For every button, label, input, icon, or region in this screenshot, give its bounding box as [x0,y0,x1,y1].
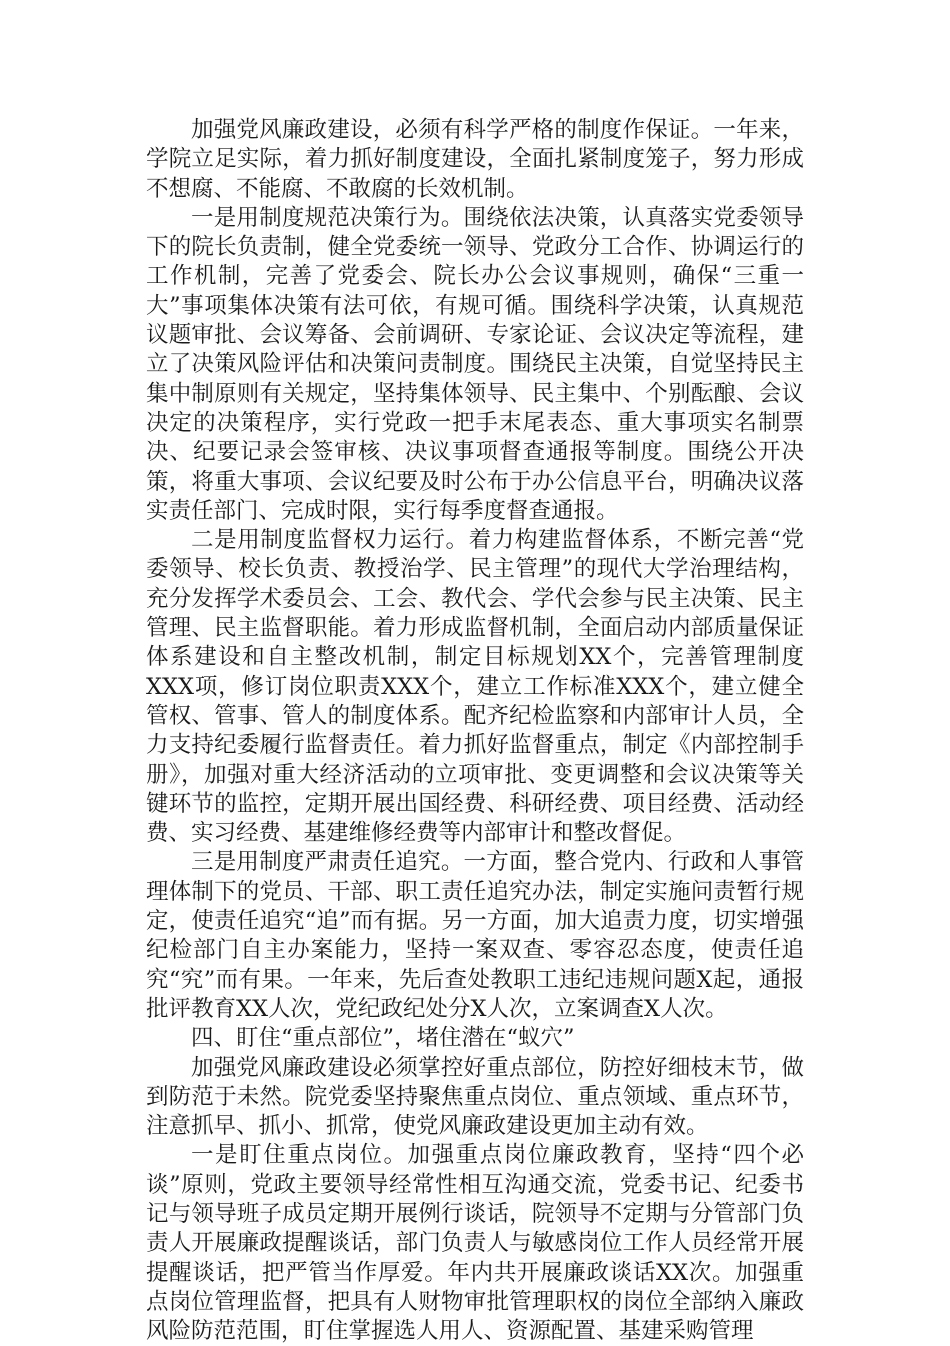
paragraph-decision-making: 一是用制度规范决策行为。围绕依法决策，认真落实党委领导下的院长负责制，健全党委统一领导、党政分工合作、协调运行的工作机制，完善了党委会、院长办公会议事规则，确保“三重一大”事项集体决策有法可依，有规可循。围绕科学决策，认真规范议题审批、会议筹备、会前调研、专家论证、会议决定等流程，建立了决策风险评估和决策问责制度。围绕民主决策，自觉坚持民主集中制原则有关规定，坚持集体领导、民主集中、个别酝酿、会议决定的决策程序，实行党政一把手末尾表态、重大事项实名制票决、纪要记录会签审核、决议事项督查通报等制度。围绕公开决策，将重大事项、会议纪要及时公布于办公信息平台，明确决议落实责任部门、完成时限，实行每季度督查通报。 [146,204,804,524]
document-body [146,116,804,1346]
paragraph-power-supervision: 二是用制度监督权力运行。着力构建监督体系，不断完善“党委领导、校长负责、教授治学、民主管理”的现代大学治理结构，充分发挥学术委员会、工会、教代会、学代会参与民主决策、民主管理、民主监督职能。着力形成监督机制，全面启动内部质量保证体系建设和自主整改机制，制定目标规划XX个，完善管理制度XXX项，修订岗位职责XXX个，建立工作标准XXX个，建立健全管权、管事、管人的制度体系。配齐纪检监察和内部审计人员，全力支持纪委履行监督责任。着力抓好监督重点，制定《内部控制手册》，加强对重大经济活动的立项审批、变更调整和会议决策等关键环节的监控，定期开展出国经费、科研经费、项目经费、活动经费、实习经费、基建维修经费等内部审计和整改督促。 [146,527,804,847]
paragraph-accountability: 三是用制度严肃责任追究。一方面，整合党内、行政和人事管理体制下的党员、干部、职工责任追究办法，制定实施问责暂行规定，使责任追究“追”而有据。另一方面，加大追责力度，切实增强纪检部门自主办案能力，坚持一案双查、零容忍态度，使责任追究“究”而有果。一年来，先后查处教职工违纪违规问题X起，通报批评教育XX人次，党纪政纪处分X人次，立案调查X人次。 [146,849,804,1022]
paragraph-key-areas: 加强党风廉政建设必须掌控好重点部位，防控好细枝末节，做到防范于未然。院党委坚持聚焦重点岗位、重点领域、重点环节，注意抓早、抓小、抓常，使党风廉政建设更加主动有效。 [146,1054,804,1140]
paragraph-key-positions: 一是盯住重点岗位。加强重点岗位廉政教育，坚持“四个必谈”原则，党政主要领导经常性相互沟通交流，党委书记、纪委书记与领导班子成员定期开展例行谈话，院领导不定期与分管部门负责人开展廉政提醒谈话，部门负责人与敏感岗位工作人员经常开展提醒谈话，把严管当作厚爱。年内共开展廉政谈话XX次。加强重点岗位管理监督，把具有人财物审批管理职权的岗位全部纳入廉政风险防范范围，盯住掌握选人用人、资源配置、基建采购管理 [146,1142,804,1345]
paragraph-intro: 加强党风廉政建设，必须有科学严格的制度作保证。一年来，学院立足实际，着力抓好制度建设，全面扎紧制度笼子，努力形成不想腐、不能腐、不敢腐的长效机制。 [146,117,804,202]
section-heading: 四、盯住“重点部位”，堵住潜在“蚁穴” [191,1025,575,1052]
